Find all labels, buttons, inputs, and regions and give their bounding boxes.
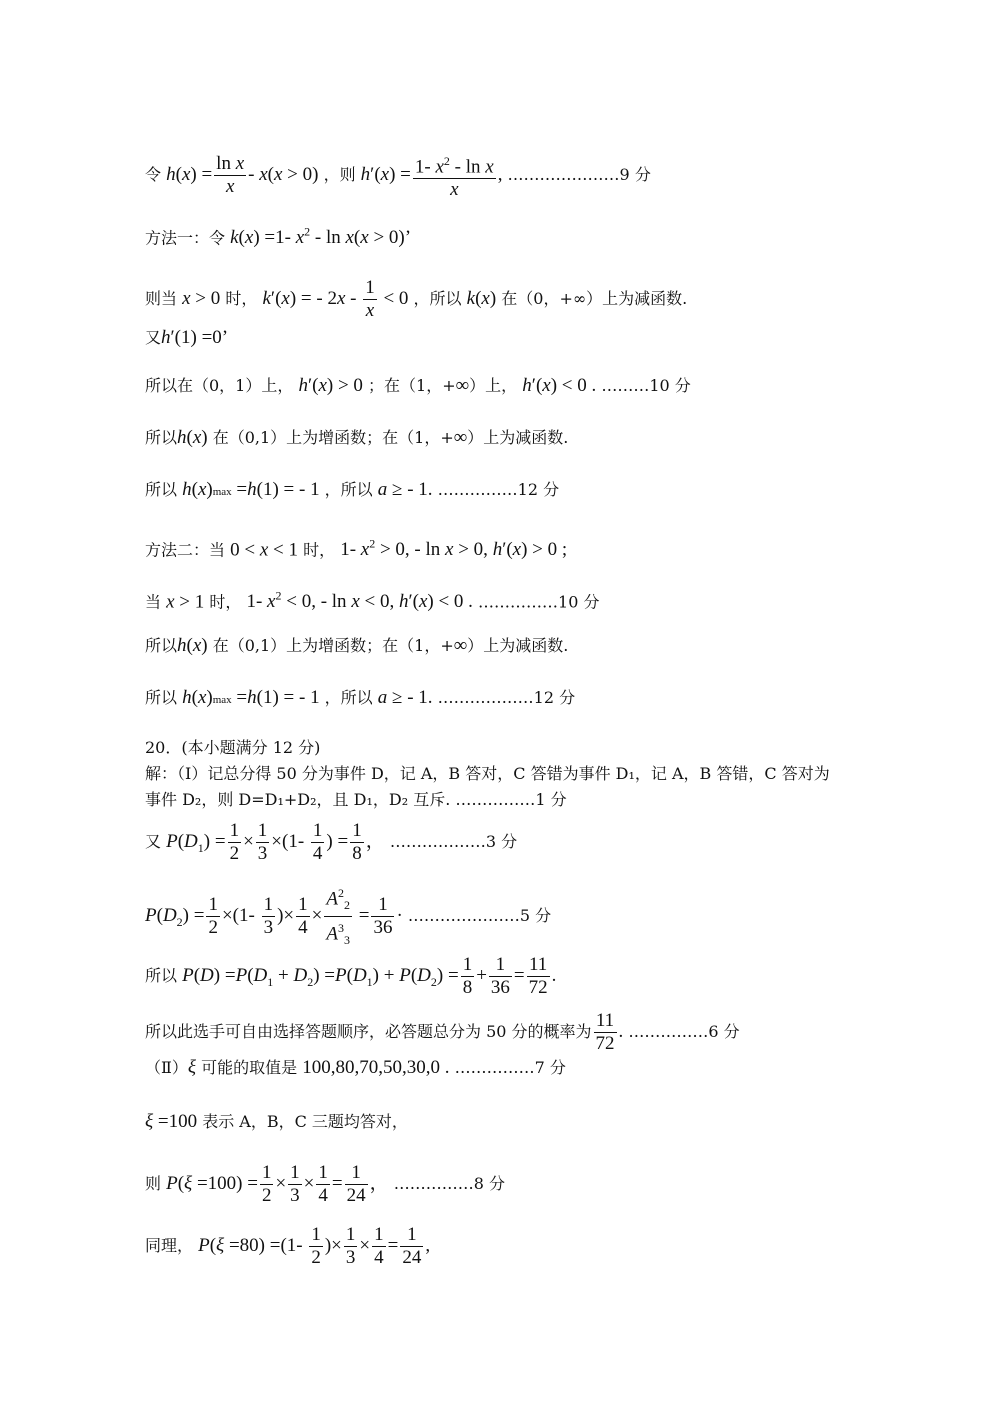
line-xi-100: ξ =100 表示 A，B，C 三题均答对， [145,1111,408,1132]
line-p-d: 所以 $P(D) =P(D_1 + D_2) =P(D_1) + P(D_2)$ = $\frac{1}{8}$ + $\frac{1}{36}$ = $\frac{11}{72}$ . [145,954,557,998]
solution-line-1: 解：（Ⅰ）记总分得 50 分为事件 D，记 A，B 答对，C 答错为事件 D₁，记 A，B 答错，C 答对为 [145,764,830,783]
formula-h-prime: h′(x) = $\frac{1- x^2 - \ln x}{x}$ , [361,164,503,185]
line-method-one: 方法一：令 k(x) =1- $x^2 - \ln x(x > 0)$’ [145,225,412,249]
line-method-two: 方法二：当 0 < x < 1 时， 1- $x^2 > 0$, - ln x > 0, h′(x) > 0 ; [145,537,568,561]
line-p-d1: 又 $P(D_1)$ = $\frac{1}{2}$ × $\frac{1}{3}$ ×(1- $\frac{1}{4}$ ) = $\frac{1}{8}$ ， ………………3 分 [145,820,518,864]
line-xi-values: （Ⅱ）ξ 可能的取值是 100,80,70,50,30,0 . ……………7 分 [145,1057,566,1078]
solution-line-2: 事件 D₂，则 D=D₁+D₂，且 D₁，D₂ 互斥. ……………1 分 [145,790,567,809]
line-max-1: 所以 h(x)max =h(1) = - 1 ，所以 a ≥ - 1. ……………12 分 [145,479,560,500]
line-h-prime-one: 又h′(1) =0’ [145,327,229,348]
question-20-title: 20．(本小题满分 12 分) [145,738,321,757]
line-monotonic-1: 所以h(x) 在（0,1）上为增函数；在（1，+∞）上为减函数. [145,427,569,448]
line-sign-analysis: 所以在（0，1）上， h′(x) > 0 ；在（1，+∞）上， h′(x) < 0 . ………10 分 [145,375,691,396]
line-monotonic-2: 所以h(x) 在（0,1）上为增函数；在（1，+∞）上为减函数. [145,635,569,656]
line-p-xi-100: 则 P(ξ =100) = $\frac{1}{2}$ × $\frac{1}{3}$ × $\frac{1}{4}$ = $\frac{1}{24}$ ， ……………8 分 [145,1162,505,1206]
line-x-greater-one: 当 x > 1 时， 1- $x^2 < 0$, - ln x < 0, h′(x) < 0 . ……………10 分 [145,589,600,613]
line-p-d2: $P(D_2)$ = $\frac{1}{2}$ ×(1- $\frac{1}{3}$ )× $\frac{1}{4}$ × $\frac{A^2_2}{A^3_3}$ = $\frac{1}{36}$ · …………………5 分 [145,882,551,951]
formula-h: h(x) = $\frac{\text{ln x}}{x}$ - x(x > 0) [166,153,319,198]
line-max-2: 所以 h(x)max =h(1) = - 1 ，所以 a ≥ - 1. ………………12 分 [145,687,576,708]
line-p-xi-80: 同理， P(ξ =80) =(1- $\frac{1}{2}$ )× $\frac{1}{3}$ × $\frac{1}{4}$ = $\frac{1}{24}$ , [145,1224,431,1268]
line-h-definition: 令 h(x) = $\frac{\text{ln x}}{x}$ - x(x > 0) ，则 h′(x) = $\frac{1- x^2 - \ln x}{x}$ , …………………9 分 [145,150,651,201]
line-probability-conclusion: 所以此选手可自由选择答题顺序，必答题总分为 50 分的概率为 $\frac{11}{72}$ . ……………6 分 [145,1010,740,1054]
line-k-decreasing: 则当 x > 0 时， k′(x) = - 2x - $\frac{1}{x}$ < 0 ，所以 k(x) 在（0，+∞）上为减函数. [145,277,688,321]
